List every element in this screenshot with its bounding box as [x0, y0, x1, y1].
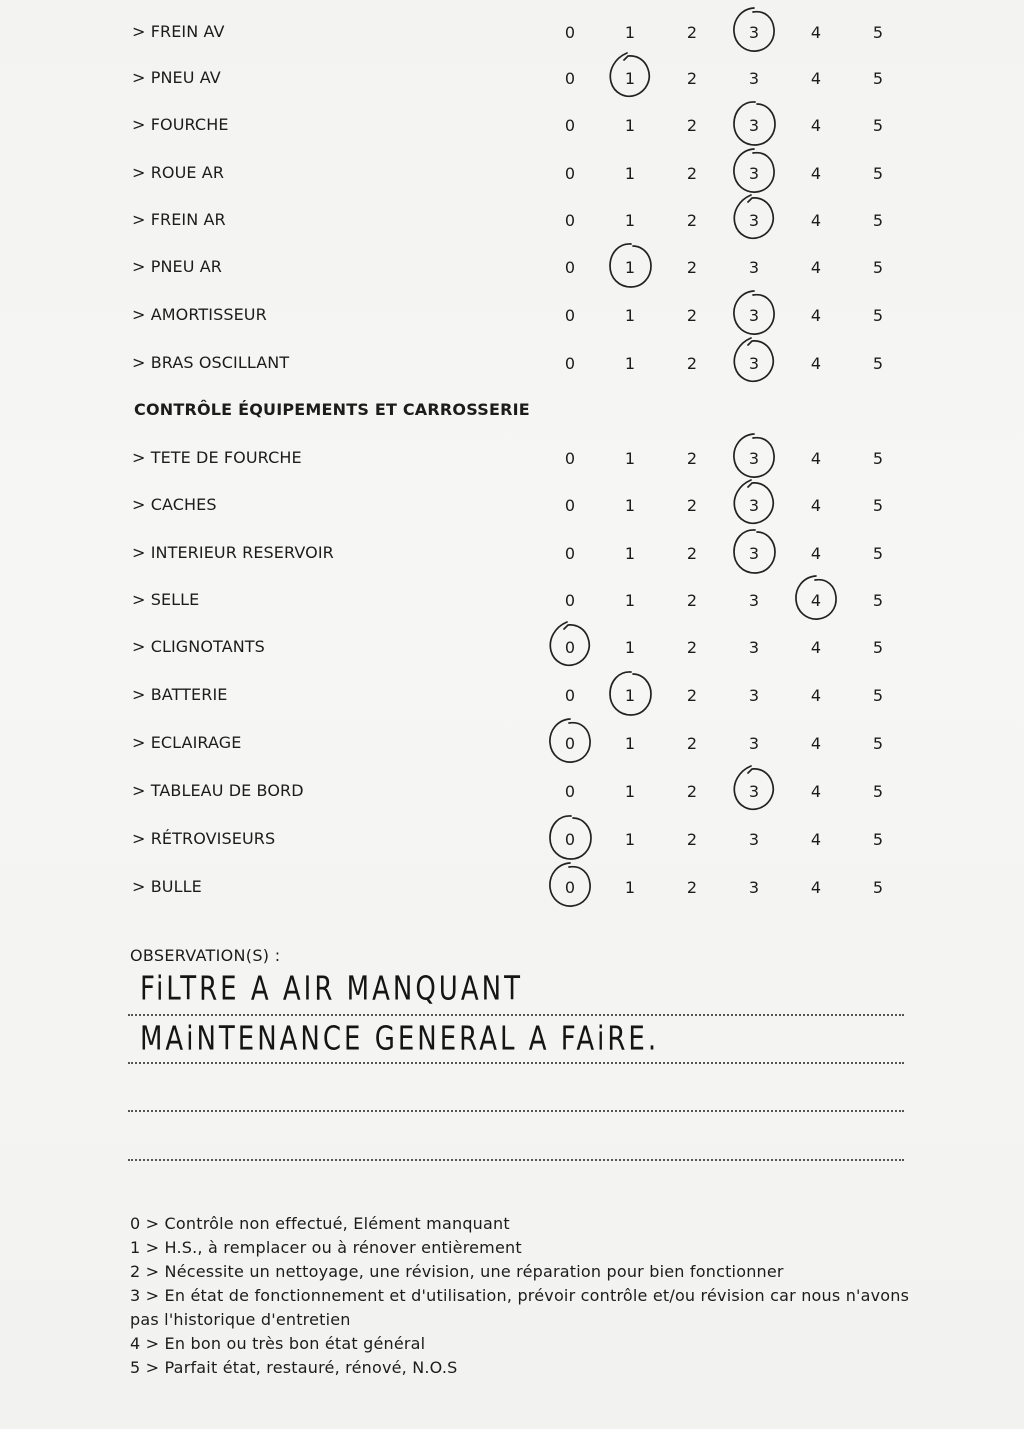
score-5[interactable]: 5: [872, 116, 884, 135]
score-3[interactable]: 3: [748, 306, 760, 325]
checklist-item-label: > CACHES: [132, 495, 217, 514]
score-0[interactable]: 0: [564, 686, 576, 705]
observations-label: OBSERVATION(S) :: [130, 946, 281, 965]
checklist-row: [0, 539, 1024, 569]
score-2[interactable]: 2: [686, 496, 698, 515]
checklist-row: [0, 729, 1024, 759]
checklist-item-label: > FOURCHE: [132, 115, 229, 134]
score-0[interactable]: 0: [564, 591, 576, 610]
checklist-row: [0, 159, 1024, 189]
score-3[interactable]: 3: [748, 449, 760, 468]
score-0[interactable]: 0: [564, 449, 576, 468]
score-1[interactable]: 1: [624, 782, 636, 801]
score-2[interactable]: 2: [686, 211, 698, 230]
score-4[interactable]: 4: [810, 164, 822, 183]
checklist-row: [0, 64, 1024, 94]
score-4[interactable]: 4: [810, 686, 822, 705]
score-1[interactable]: 1: [624, 638, 636, 657]
checklist-item-label: > BULLE: [132, 877, 202, 896]
checklist-row: [0, 206, 1024, 236]
score-1[interactable]: 1: [624, 686, 636, 705]
checklist-item-label: > ROUE AR: [132, 163, 225, 182]
score-2[interactable]: 2: [686, 734, 698, 753]
score-1[interactable]: 1: [624, 69, 636, 88]
score-0[interactable]: 0: [564, 878, 576, 897]
checklist-item-label: > SELLE: [132, 590, 200, 609]
score-0[interactable]: 0: [564, 830, 576, 849]
score-4[interactable]: 4: [810, 211, 822, 230]
score-1[interactable]: 1: [624, 306, 636, 325]
score-1[interactable]: 1: [624, 211, 636, 230]
score-3[interactable]: 3: [748, 544, 760, 563]
score-4[interactable]: 4: [810, 734, 822, 753]
score-5[interactable]: 5: [872, 734, 884, 753]
score-4[interactable]: 4: [810, 591, 822, 610]
score-2[interactable]: 2: [686, 23, 698, 42]
score-4[interactable]: 4: [810, 638, 822, 657]
checklist-row: [0, 491, 1024, 521]
checklist-item-label: > TABLEAU DE BORD: [132, 781, 304, 800]
score-4[interactable]: 4: [810, 544, 822, 563]
score-4[interactable]: 4: [810, 116, 822, 135]
score-4[interactable]: 4: [810, 23, 822, 42]
score-2[interactable]: 2: [686, 686, 698, 705]
checklist-item-label: > FREIN AV: [132, 22, 225, 41]
score-0[interactable]: 0: [564, 496, 576, 515]
observation-line-1: [128, 1014, 904, 1016]
score-3[interactable]: 3: [748, 638, 760, 657]
score-4[interactable]: 4: [810, 69, 822, 88]
score-4[interactable]: 4: [810, 449, 822, 468]
score-5[interactable]: 5: [872, 591, 884, 610]
score-5[interactable]: 5: [872, 164, 884, 183]
score-1[interactable]: 1: [624, 734, 636, 753]
score-0[interactable]: 0: [564, 734, 576, 753]
score-3[interactable]: 3: [748, 23, 760, 42]
score-2[interactable]: 2: [686, 638, 698, 657]
score-2[interactable]: 2: [686, 258, 698, 277]
score-3[interactable]: 3: [748, 164, 760, 183]
score-5[interactable]: 5: [872, 306, 884, 325]
score-2[interactable]: 2: [686, 782, 698, 801]
checklist-item-label: > FREIN AR: [132, 210, 226, 229]
checklist-row: [0, 111, 1024, 141]
score-5[interactable]: 5: [872, 878, 884, 897]
legend-item: 0 > Contrôle non effectué, Elément manquant: [130, 1214, 510, 1233]
score-3[interactable]: 3: [748, 116, 760, 135]
checklist-row: [0, 681, 1024, 711]
score-1[interactable]: 1: [624, 878, 636, 897]
checklist-row: [0, 444, 1024, 474]
score-2[interactable]: 2: [686, 449, 698, 468]
score-2[interactable]: 2: [686, 306, 698, 325]
score-0[interactable]: 0: [564, 23, 576, 42]
score-3[interactable]: 3: [748, 354, 760, 373]
score-1[interactable]: 1: [624, 354, 636, 373]
score-5[interactable]: 5: [872, 258, 884, 277]
score-4[interactable]: 4: [810, 830, 822, 849]
score-2[interactable]: 2: [686, 544, 698, 563]
score-4[interactable]: 4: [810, 782, 822, 801]
score-5[interactable]: 5: [872, 354, 884, 373]
score-2[interactable]: 2: [686, 164, 698, 183]
score-0[interactable]: 0: [564, 544, 576, 563]
score-1[interactable]: 1: [624, 496, 636, 515]
checklist-row: [0, 825, 1024, 855]
legend-item: 4 > En bon ou très bon état général: [130, 1334, 426, 1353]
score-4[interactable]: 4: [810, 878, 822, 897]
score-2[interactable]: 2: [686, 878, 698, 897]
score-5[interactable]: 5: [872, 638, 884, 657]
score-5[interactable]: 5: [872, 449, 884, 468]
score-3[interactable]: 3: [748, 734, 760, 753]
observation-line-2-text: MAiNTENANCE GENERAL A FAiRE.: [140, 1020, 660, 1058]
legend-item: 1 > H.S., à remplacer ou à rénover entièrement: [130, 1238, 522, 1257]
checklist-item-label: > AMORTISSEUR: [132, 305, 267, 324]
score-5[interactable]: 5: [872, 211, 884, 230]
checklist-item-label: > BRAS OSCILLANT: [132, 353, 290, 372]
score-3[interactable]: 3: [748, 782, 760, 801]
score-3[interactable]: 3: [748, 69, 760, 88]
score-5[interactable]: 5: [872, 830, 884, 849]
score-0[interactable]: 0: [564, 116, 576, 135]
checklist-item-label: > CLIGNOTANTS: [132, 637, 265, 656]
section-title: CONTRÔLE ÉQUIPEMENTS ET CARROSSERIE: [134, 400, 530, 419]
score-3[interactable]: 3: [748, 830, 760, 849]
score-2[interactable]: 2: [686, 69, 698, 88]
legend-item: 3 > En état de fonctionnement et d'utilisation, prévoir contrôle et/ou révision car nous n'avons pas l'historique d'entretien: [130, 1286, 910, 1329]
score-0[interactable]: 0: [564, 211, 576, 230]
score-3[interactable]: 3: [748, 211, 760, 230]
score-4[interactable]: 4: [810, 306, 822, 325]
score-1[interactable]: 1: [624, 830, 636, 849]
checklist-item-label: > PNEU AV: [132, 68, 221, 87]
score-1[interactable]: 1: [624, 544, 636, 563]
observation-line-2: [128, 1062, 904, 1064]
checklist-item-label: > INTERIEUR RESERVOIR: [132, 543, 334, 562]
score-2[interactable]: 2: [686, 354, 698, 373]
checklist-row: [0, 301, 1024, 331]
score-5[interactable]: 5: [872, 782, 884, 801]
score-5[interactable]: 5: [872, 496, 884, 515]
score-5[interactable]: 5: [872, 686, 884, 705]
score-1[interactable]: 1: [624, 23, 636, 42]
observation-line-1-text: FiLTRE A AIR MANQUANT: [140, 970, 523, 1008]
checklist-row: [0, 633, 1024, 663]
score-3[interactable]: 3: [748, 591, 760, 610]
checklist-row: [0, 873, 1024, 903]
score-3[interactable]: 3: [748, 496, 760, 515]
observation-line-4: [128, 1159, 904, 1161]
score-4[interactable]: 4: [810, 258, 822, 277]
score-0[interactable]: 0: [564, 354, 576, 373]
score-0[interactable]: 0: [564, 69, 576, 88]
checklist-row: [0, 777, 1024, 807]
score-5[interactable]: 5: [872, 544, 884, 563]
score-3[interactable]: 3: [748, 878, 760, 897]
score-1[interactable]: 1: [624, 116, 636, 135]
rating-legend: [130, 1212, 910, 1380]
checklist-item-label: > ECLAIRAGE: [132, 733, 242, 752]
score-3[interactable]: 3: [748, 258, 760, 277]
checklist-item-label: > TETE DE FOURCHE: [132, 448, 302, 467]
score-1[interactable]: 1: [624, 258, 636, 277]
checklist-row: [0, 18, 1024, 48]
checklist-item-label: > PNEU AR: [132, 257, 222, 276]
score-0[interactable]: 0: [564, 782, 576, 801]
score-4[interactable]: 4: [810, 496, 822, 515]
checklist-row: [0, 349, 1024, 379]
score-5[interactable]: 5: [872, 23, 884, 42]
score-1[interactable]: 1: [624, 164, 636, 183]
legend-item: 5 > Parfait état, restauré, rénové, N.O.S: [130, 1358, 458, 1377]
checklist-row: [0, 586, 1024, 616]
observation-line-3: [128, 1110, 904, 1112]
legend-item: 2 > Nécessite un nettoyage, une révision, une réparation pour bien fonctionner: [130, 1262, 784, 1281]
score-5[interactable]: 5: [872, 69, 884, 88]
score-1[interactable]: 1: [624, 591, 636, 610]
checklist-item-label: > BATTERIE: [132, 685, 228, 704]
score-0[interactable]: 0: [564, 306, 576, 325]
score-3[interactable]: 3: [748, 686, 760, 705]
score-2[interactable]: 2: [686, 591, 698, 610]
score-0[interactable]: 0: [564, 164, 576, 183]
score-0[interactable]: 0: [564, 638, 576, 657]
checklist-row: [0, 253, 1024, 283]
score-1[interactable]: 1: [624, 449, 636, 468]
score-0[interactable]: 0: [564, 258, 576, 277]
score-2[interactable]: 2: [686, 830, 698, 849]
score-4[interactable]: 4: [810, 354, 822, 373]
score-2[interactable]: 2: [686, 116, 698, 135]
checklist-item-label: > RÉTROVISEURS: [132, 829, 276, 848]
